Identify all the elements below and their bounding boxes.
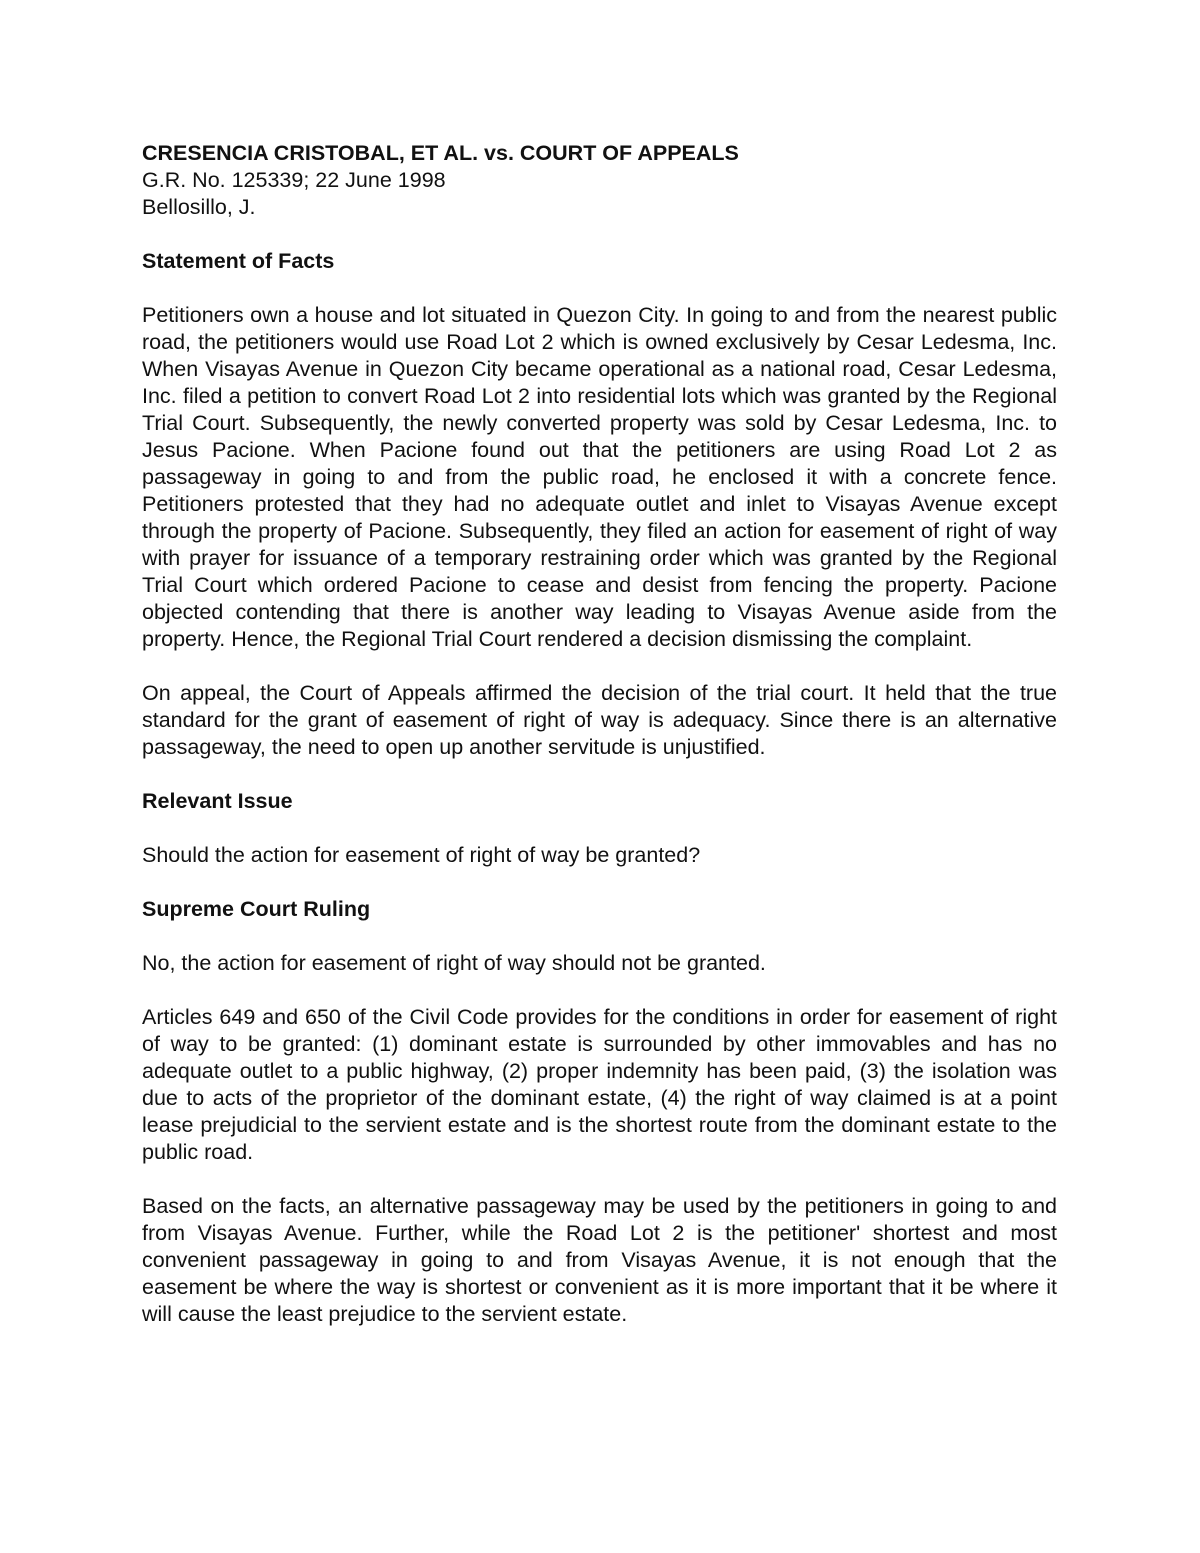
facts-paragraph: Petitioners own a house and lot situated in Quezon City. In going to and from the nearest public road, the petitioners would use Road Lot 2 which is owned exclusively by Cesar Ledesma, Inc. When Visayas Avenue in Quezon City became operational as a national road, Cesar Ledesma, Inc. filed a petition to convert Road Lot 2 into residential lots which was granted by the Regional Trial Court. Subsequently, the newly converted property was sold by Cesar Ledesma, Inc. to Jesus Pacione. When Pacione found out that the petitioners are using Road Lot 2 as passageway in going to and from the public road, he enclosed it with a concrete fence. Petitioners protested that they had no adequate outlet and inlet to Visayas Avenue except through the property of Pacione. Subsequently, they filed an action for easement of right of way with prayer for issuance of a temporary restraining order which was granted by the Regional Trial Court which ordered Pacione to cease and desist from fencing the property. Pacione objected contending that there is another way leading to Visayas Avenue aside from the property. Hence, the Regional Trial Court rendered a decision dismissing the complaint. bbox=[142, 303, 1057, 651]
case-citation: G.R. No. 125339; 22 June 1998 bbox=[142, 168, 446, 192]
facts-heading: Statement of Facts bbox=[142, 249, 335, 273]
ruling-paragraph: Based on the facts, an alternative passageway may be used by the petitioners in going to and from Visayas Avenue. Further, while the Road Lot 2 is the petitioner' shortest and most convenient passageway in going to and from Visayas Avenue, it is not enough that the easement be where the way is shortest or convenient as it is more important that it be where it will cause the least prejudice to the servient estate. bbox=[142, 1194, 1057, 1326]
case-title: CRESENCIA CRISTOBAL, ET AL. vs. COURT OF APPEALS bbox=[142, 141, 739, 165]
ruling-paragraph: Articles 649 and 650 of the Civil Code provides for the conditions in order for easement of right of way to be granted: (1) dominant estate is surrounded by other immovables and has no adequate outlet to a public highway, (2) proper indemnity has been paid, (3) the isolation was due to acts of the proprietor of the dominant estate, (4) the right of way claimed is at a point lease prejudicial to the servient estate and is the shortest route from the dominant estate to the public road. bbox=[142, 1005, 1057, 1164]
case-ponente: Bellosillo, J. bbox=[142, 195, 256, 219]
issue-heading: Relevant Issue bbox=[142, 789, 293, 813]
facts-paragraph: On appeal, the Court of Appeals affirmed the decision of the trial court. It held that the true standard for the grant of easement of right of way is adequacy. Since there is an alternative passageway, the need to open up another servitude is unjustified. bbox=[142, 681, 1057, 759]
document-page bbox=[142, 140, 1057, 1355]
ruling-paragraph: No, the action for easement of right of way should not be granted. bbox=[142, 951, 766, 975]
issue-paragraph: Should the action for easement of right of way be granted? bbox=[142, 843, 701, 867]
ruling-heading: Supreme Court Ruling bbox=[142, 897, 371, 921]
